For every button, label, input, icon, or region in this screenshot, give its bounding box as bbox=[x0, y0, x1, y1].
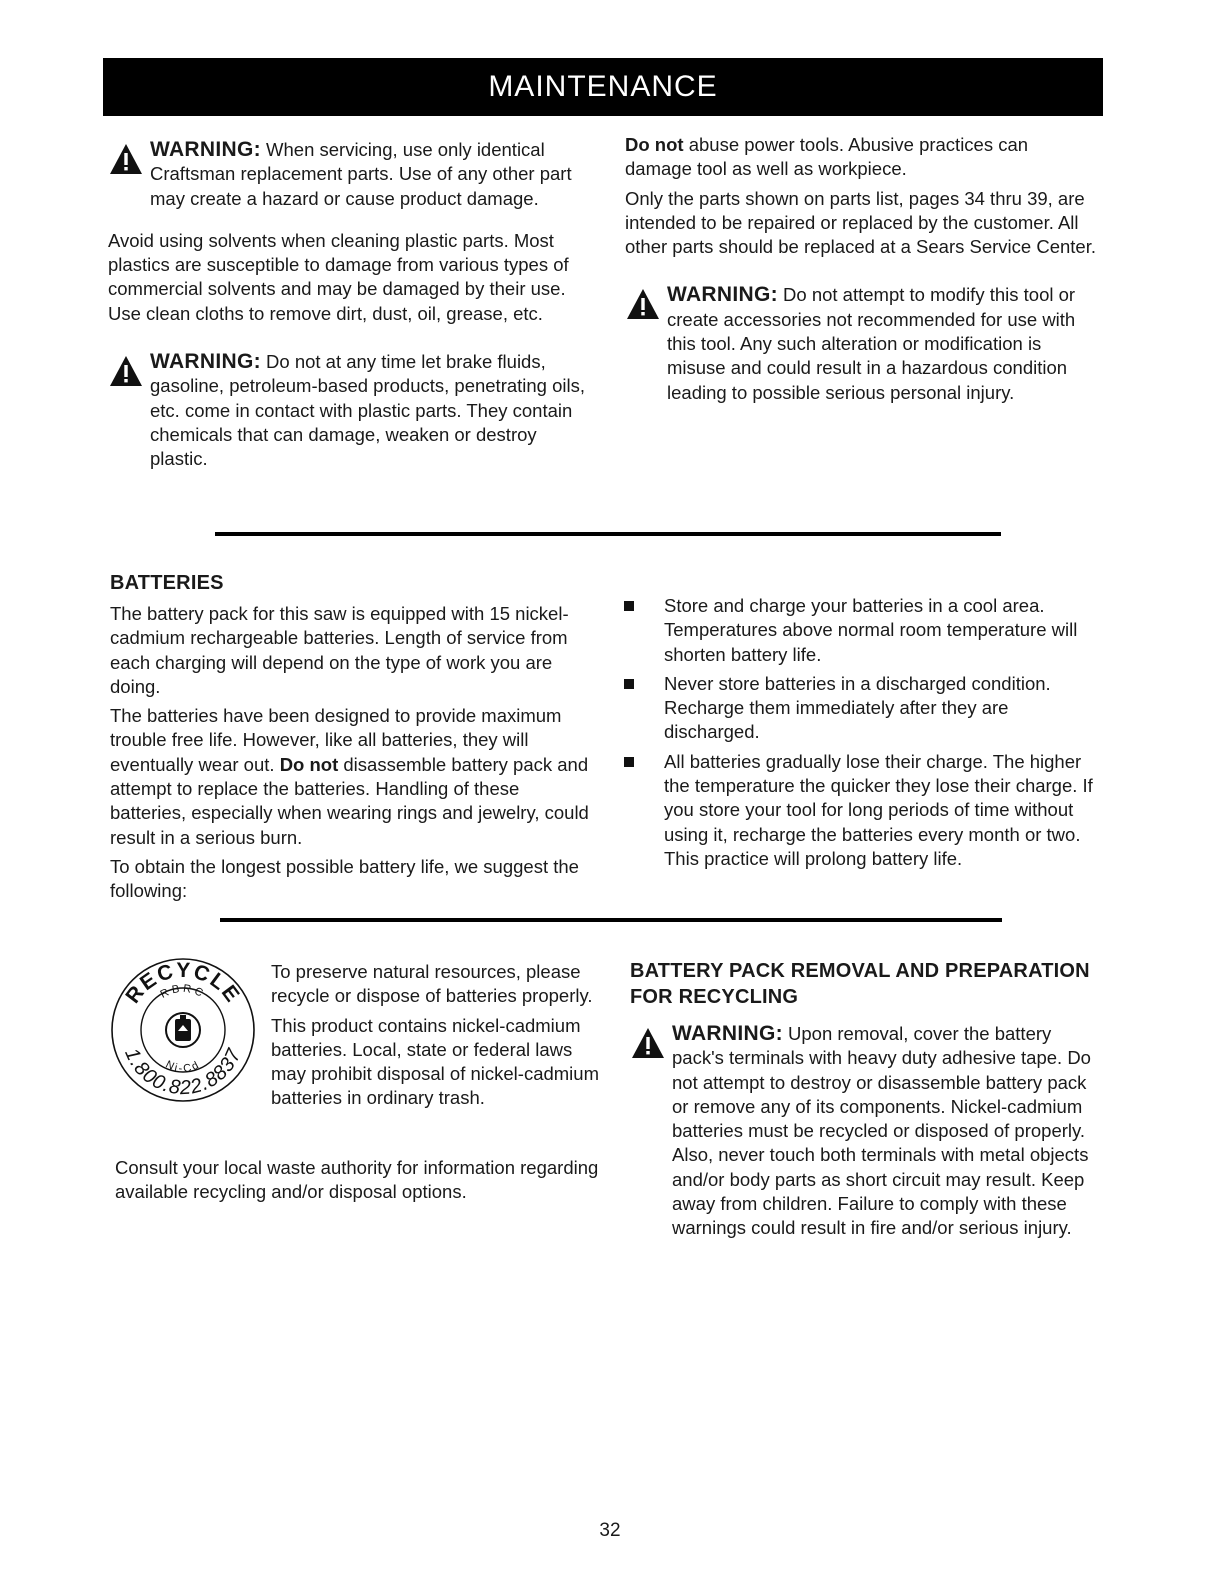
suggestion-paragraph: To obtain the longest possible battery life, we suggest the following: bbox=[110, 855, 579, 902]
batteries-left-column bbox=[110, 570, 590, 909]
list-item: Store and charge your batteries in a cool area. Temperatures above normal room temperature will shorten battery life. bbox=[622, 594, 1102, 667]
abuse-text: abuse power tools. Abusive practices can damage tool as well as workpiece. bbox=[625, 134, 1029, 180]
abuse-paragraph bbox=[625, 133, 1100, 182]
batteries-right-column bbox=[622, 594, 1102, 876]
warning-block bbox=[108, 138, 586, 211]
logo-org-text: RBRC bbox=[158, 982, 208, 1001]
warning-block bbox=[630, 1022, 1105, 1241]
removal-heading: BATTERY PACK REMOVAL AND PREPARATION FOR RECYCLING bbox=[630, 960, 1090, 1008]
nicd-paragraph: This product contains nickel-cadmium batteries. Local, state or federal laws may prohibit disposal of nickel-cadmium batteries in ordinary trash. bbox=[271, 1014, 599, 1109]
bold-do-not: Do not bbox=[625, 134, 684, 155]
logo-phone-text: 1.800.822.8837 bbox=[120, 1045, 246, 1100]
list-item: Never store batteries in a discharged condition. Recharge them immediately after they are discharged. bbox=[622, 672, 1102, 745]
recycle-text-column bbox=[271, 960, 601, 1116]
warning-label: WARNING: bbox=[150, 350, 261, 374]
warning-triangle-icon bbox=[108, 354, 144, 388]
warning-label: WARNING: bbox=[672, 1022, 783, 1045]
parts-paragraph: Only the parts shown on parts list, pages 34 thru 39, are intended to be repaired or replaced by the customer. All other parts should be replaced at a Sears Service Center. bbox=[625, 187, 1096, 258]
svg-text:RBRC bbox=[159, 983, 208, 1001]
warning-text: When servicing, use only identical Craftsman replacement parts. Use of any other part may create a hazard or cause product damage. bbox=[150, 139, 572, 209]
batteries-heading: BATTERIES bbox=[110, 572, 224, 594]
svg-text:Ni-Cd bbox=[164, 1059, 203, 1076]
warning-label: WARNING: bbox=[150, 138, 261, 161]
svg-text:RECYCLE bbox=[121, 959, 244, 1008]
warning-triangle-icon bbox=[625, 287, 661, 321]
preserve-paragraph: To preserve natural resources, please recycle or dispose of batteries properly. bbox=[271, 961, 593, 1007]
solvents-paragraph: Avoid using solvents when cleaning plastic parts. Most plastics are susceptible to damage from various types of commercial solvents and may be damaged by their use. Use clean cloths to remove dirt, dust, oil, grease, etc. bbox=[108, 229, 569, 324]
list-item: All batteries gradually lose their charge. The higher the temperature the quicker they lose their charge. If you store your tool for long periods of time without using it, recharge the batteries every month or two. This practice will prolong battery life. bbox=[622, 750, 1102, 871]
warning-triangle-icon bbox=[108, 142, 144, 176]
warning-label: WARNING: bbox=[667, 283, 778, 307]
left-top-column bbox=[108, 138, 586, 490]
battery-recycle-icon bbox=[108, 955, 258, 1105]
removal-column bbox=[630, 958, 1105, 1259]
warning-block bbox=[108, 350, 586, 471]
bold-do-not: Do not bbox=[279, 753, 339, 775]
section-divider bbox=[220, 918, 1002, 922]
warning-block bbox=[625, 283, 1100, 404]
consult-text bbox=[115, 1156, 605, 1210]
battery-life-paragraph bbox=[110, 704, 590, 850]
battery-tips-list bbox=[622, 594, 1102, 871]
right-top-column bbox=[625, 133, 1100, 423]
logo-top-text: RECYCLE bbox=[121, 958, 245, 1008]
battery-life-text-cont: disassemble battery pack and attempt to replace the batteries. Handling of these batteries, especially when wearing rings and jewelry, could result in a serious burn. bbox=[110, 753, 589, 848]
section-divider bbox=[215, 532, 1001, 536]
battery-life-text: The batteries have been designed to provide maximum trouble free life. However, like all batteries, they will eventually wear out. bbox=[110, 705, 562, 775]
section-banner: MAINTENANCE bbox=[103, 58, 1103, 116]
warning-text: Do not attempt to modify this tool or create accessories not recommended for use with this tool. Any such alteration or modification is misuse and could result in a hazardous condition leading to possible serious personal injury. bbox=[667, 284, 1076, 403]
battery-pack-paragraph: The battery pack for this saw is equipped with 15 nickel-cadmium rechargeable batteries. Length of service from each charging will depend on the type of work you are doing. bbox=[110, 603, 569, 697]
warning-text: Do not at any time let brake fluids, gasoline, petroleum-based products, penetrating oils, etc. come in contact with plastic parts. They contain chemicals that can damage, weaken or destroy plastic. bbox=[150, 351, 586, 470]
page-number: 32 bbox=[599, 1520, 621, 1541]
warning-text: Upon removal, cover the battery pack's terminals with heavy duty adhesive tape. Do not attempt to destroy or disassemble battery pack or remove any of its components. Nickel-cadmium batteries must be recycled or disposed of properly. Also, never touch both terminals with metal objects and/or body parts as short circuit may result. Keep away from children. Failure to comply with these warnings could result in fire and/or serious injury. bbox=[672, 1023, 1091, 1239]
consult-paragraph: Consult your local waste authority for information regarding available recycling and/or disposal options. bbox=[115, 1157, 599, 1203]
logo-chem-text: Ni-Cd bbox=[163, 1058, 203, 1076]
warning-triangle-icon bbox=[630, 1026, 666, 1060]
